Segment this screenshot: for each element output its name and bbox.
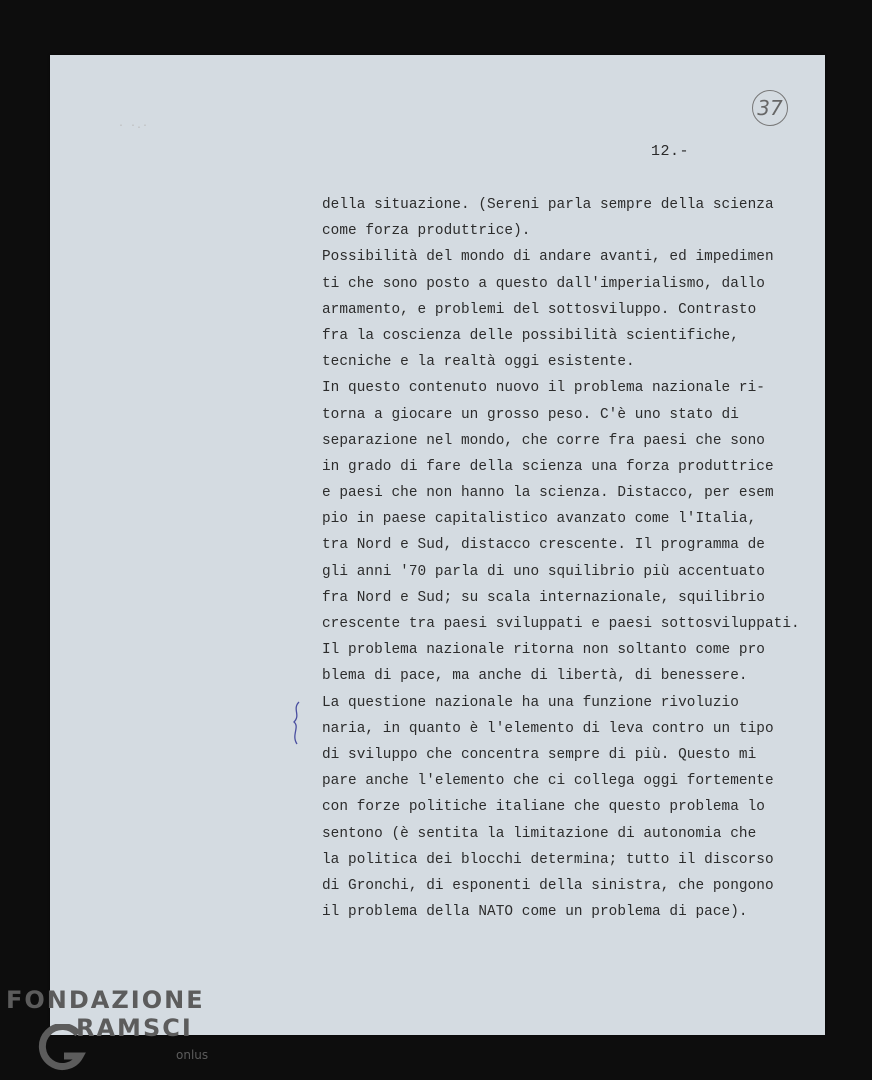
text-line: della situazione. (Sereni parla sempre della scienza [322, 197, 774, 213]
page-number: 12.- [651, 143, 690, 160]
text-line: torna a giocare un grosso peso. C'è uno stato di [322, 406, 739, 423]
text-line: armamento, e problemi del sottosviluppo. Contrasto [322, 301, 757, 318]
text-line: tecniche e la realtà oggi esistente. [322, 354, 635, 371]
text-line: crescente tra paesi sviluppati e paesi sottosviluppati. [322, 616, 800, 632]
text-line: tra Nord e Sud, distacco crescente. Il programma de [322, 537, 765, 554]
text-line: ti che sono posto a questo dall'imperialismo, dallo [322, 275, 765, 292]
text-line: e paesi che non hanno la scienza. Distacco, per esem [322, 485, 774, 502]
archive-page-number: 37 [752, 90, 788, 126]
text-line: blema di pace, ma anche di libertà, di benessere. [322, 668, 748, 685]
text-line: come forza produttrice). [322, 223, 531, 240]
text-line: di sviluppo che concentra sempre di più. Questo mi [322, 746, 757, 763]
text-line: sentono (è sentita la limitazione di autonomia che [322, 825, 757, 842]
text-line: la politica dei blocchi determina; tutto il discorso [322, 851, 774, 868]
watermark-g-icon [34, 1024, 90, 1074]
text-line: Possibilità del mondo di andare avanti, ed impedimen [322, 249, 774, 266]
margin-bracket-mark [289, 701, 303, 745]
watermark-subtitle: RAMSCI [76, 1014, 193, 1042]
text-line: pare anche l'elemento che ci collega oggi fortemente [322, 773, 774, 790]
text-line: Il problema nazionale ritorna non soltanto come pro [322, 642, 765, 659]
text-line: naria, in quanto è l'elemento di leva contro un tipo [322, 720, 774, 737]
text-line: con forze politiche italiane che questo problema lo [322, 799, 765, 816]
text-line: in grado di fare della scienza una forza produttrice [322, 458, 774, 475]
watermark-suffix: onlus [176, 1048, 209, 1062]
stray-marks: · ·.· [118, 121, 149, 132]
watermark-title: FONDAZIONE [6, 986, 205, 1014]
text-line: fra la coscienza delle possibilità scientifiche, [322, 327, 739, 344]
text-line: La questione nazionale ha una funzione rivoluzio [322, 694, 739, 711]
text-line: gli anni '70 parla di uno squilibrio più accentuato [322, 563, 765, 580]
typed-text-body [322, 192, 822, 925]
text-line: separazione nel mondo, che corre fra paesi che sono [322, 432, 765, 449]
text-line: pio in paese capitalistico avanzato come l'Italia, [322, 511, 757, 528]
text-line: di Gronchi, di esponenti della sinistra, che pongono [322, 877, 774, 894]
text-line: In questo contenuto nuovo il problema nazionale ri- [322, 380, 765, 397]
text-line: il problema della NATO come un problema di pace). [322, 904, 748, 921]
text-line: fra Nord e Sud; su scala internazionale, squilibrio [322, 589, 765, 606]
